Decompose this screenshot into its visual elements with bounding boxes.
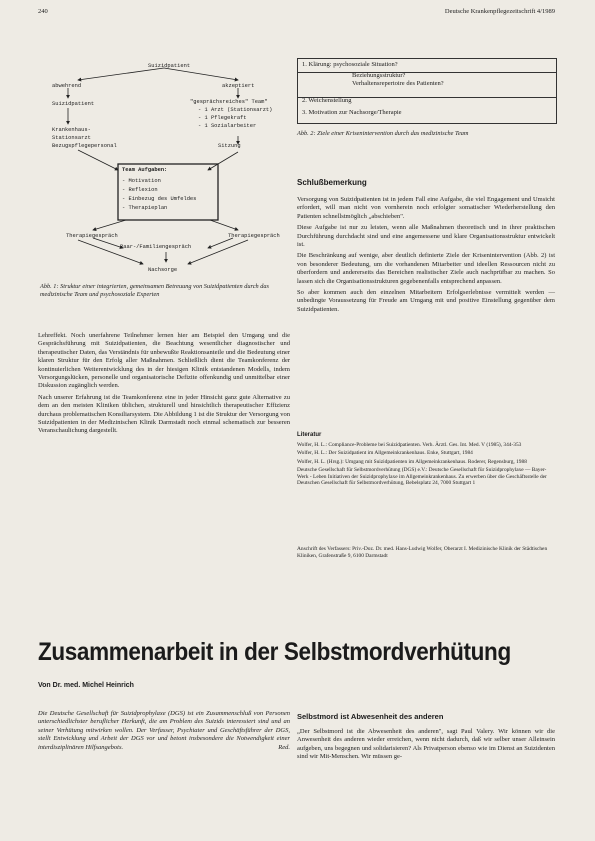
literature-item: Wolfer, H. L.: Der Suizidpatient im Allgemeinkrankenhaus. Enke, Stuttgart, 1984 bbox=[297, 450, 473, 457]
fig1-node-left: abwehrend bbox=[52, 83, 82, 89]
literature-item: Wolfer, H. L. (Hrsg.): Umgang mit Suizidpatienten im Allgemeinkrankenhaus. Roderer, Regensburg, 1988 bbox=[297, 458, 527, 465]
fig1-node-r2: - 1 Arzt (Stationsarzt) bbox=[198, 107, 273, 113]
fig1-node-r4: - 1 Sozialarbeiter bbox=[198, 123, 257, 129]
paragraph: Versorgung von Suizidpatienten ist in jedem Fall eine Aufgabe, die viel Engagement und Umsicht erfordert, will man nicht von vornherein noch erfolgter somatischer Wiederherstellung den Patienten schnellstmöglich „abschieben". bbox=[297, 196, 555, 220]
article-body: „Der Selbstmord ist die Abwesenheit des anderen", sagt Paul Valery. Wir können wir die Anwesenheit des anderen wieder erreichen, wenn nicht dadurch, daß wir selber unser Alleinsein aufgeben, uns begegnen und solidarisieren? Als Privatperson ebenso wie im Dienst an Suizidenten sind wir Mit-Menschen. Wir müssen ge- bbox=[297, 728, 555, 761]
author-address: Anschrift des Verfassers: Priv.-Doz. Dr. med. Hans-Ludwig Wolfer, Oberarzt I. Medizinische Klinik der Städtischen Kliniken, Grafenstraße 9, 6100 Darmstadt bbox=[297, 546, 548, 559]
fig1-node-l3: Stationsarzt bbox=[52, 135, 91, 141]
paragraph: Die Beschränkung auf wenige, aber deutlich definierte Ziele der Krisenintervention (Abb. 2) ist von besonderer Bedeutung, um die vorhandenen Mitarbeiter und ideellen Ressourcen nicht zu überfordern und andererseits das Bereichen realistischer Ziele auch nachprüfbar zu machen. So lassen sich die Organisationsstrukturen gegebenenfalls entsprechend anpassen. bbox=[297, 252, 555, 285]
fig2-item: Verhaltensrepertoire des Patienten? bbox=[352, 80, 444, 87]
literature-item: Wolfer, H. L.: Compliance-Probleme bei Suizidpatienten. Verh. Ärztl. Ges. Int. Med. V (1985), 344-353 bbox=[297, 442, 522, 448]
fig1-box-item: - Reflexion bbox=[122, 187, 158, 193]
fig1-node-l4: Bezugspflegepersonal bbox=[52, 143, 117, 149]
paragraph: Nach unserer Erfahrung ist die Teamkonferenz eine in jeder Hinsicht ganz gute Alternative zu dem an den meisten Kliniken üblichen, strukturell und hinsichtlich therapeutischer Effizienz durchaus problematischen Konsiliarsystem. Die Abbildung 1 ist die Struktur der Versorgung von Suizidpatienten in der Medizinischen Klinik Darmstadt noch einmal schematisch zur besseren Veranschaulichung dargestellt. bbox=[38, 393, 290, 435]
paragraph: So aber kommen auch den einzelnen Mitarbeitern Erfolgserlebnisse vermittelt werden — unbedingte Voraussetzung für Freude am Umgang mit und positive Einstellung gegenüber dem Suizidpatienten. bbox=[297, 289, 555, 313]
fig2-item: 2. Weichenstellung bbox=[302, 97, 352, 104]
fig1-box-item: - Therapieplan bbox=[122, 205, 168, 211]
fig2-item: Beziehungsstruktur? bbox=[352, 72, 406, 79]
fig1-node-top: Suizidpatient bbox=[148, 63, 191, 69]
arrow-top-left bbox=[78, 68, 164, 80]
right-body bbox=[297, 196, 555, 317]
journal-title: Deutsche Krankenpflegezeitschrift 4/1989 bbox=[444, 8, 555, 15]
arrow-top-right bbox=[164, 68, 238, 80]
fig1-box-item: - Motivation bbox=[122, 178, 161, 184]
fig1-node-r3: - 1 Pflegekraft bbox=[198, 115, 247, 121]
paragraph: Diese Aufgabe ist nur zu leisten, wenn alle Maßnahmen theoretisch und in ihrer praktischen Durchführung durchdacht sind und eine angemessene und klare Organisationsstruktur entwickelt ist. bbox=[297, 224, 555, 249]
page-number: 240 bbox=[38, 8, 48, 15]
article-subheading: Selbstmord ist Abwesenheit des anderen bbox=[297, 712, 444, 721]
fig2-item: 3. Motivation zur Nachsorge/Therapie bbox=[302, 109, 402, 116]
fig1-box-item: - Einbezug des Umfeldes bbox=[122, 196, 197, 202]
figure-1-caption: Abb. 1: Struktur einer integrierten, gemeinsamen Betreuung von Suizidpatienten durch das medizinische Team und psychosoziale Experten bbox=[40, 283, 269, 298]
fig1-node-l2: Krankenhaus- bbox=[52, 127, 91, 133]
fig1-node-bottom: Nachsorge bbox=[148, 267, 178, 273]
left-body bbox=[38, 332, 290, 439]
intro-sign: Red. bbox=[278, 743, 290, 751]
figure-2-caption: Abb. 2: Ziele einer Krisenintervention durch das medizinische Team bbox=[297, 130, 469, 137]
section-heading: Schlußbemerkung bbox=[297, 178, 367, 187]
literature-item: Deutsche Gesellschaft für Selbstmordverhütung (DGS) e.V.: Deutsche Gesellschaft für Suizidprophylaxe — Bayer-Werk - Leben Initiativen der Suizidprophylaxe im Allgemeinkrankenhaus. Zu erwerben über die Geschäftsstelle der Deutschen Gesellschaft für Selbstmordverhütung, Bebelsplatz 24, 7000 Stuttgart 1 bbox=[297, 466, 547, 487]
intro-text: Die Deutsche Gesellschaft für Suizidprophylaxe (DGS) ist ein Zusammenschluß von Personen unterschiedlichster beruflicher Herkunft, die am Problem des Suizids interessiert sind und an seiner Verhütung mitwirken wollen. Der Verfasser, Psychiater und Geschäftsführer der DGS, stellt Entwicklung und Arbeit der DGS vor und betont insbesondere die Notwendigkeit einer interdisziplinären Hilfsangebots. bbox=[38, 710, 290, 751]
fig1-node-r5: Sitzung bbox=[218, 143, 241, 149]
article-author: Von Dr. med. Michel Heinrich bbox=[38, 682, 134, 689]
literature-list bbox=[297, 442, 555, 489]
fig1-node-right: akzeptiert bbox=[222, 83, 255, 89]
article-intro bbox=[38, 710, 290, 752]
fig1-node-mid: Paar-/Familiengespräch bbox=[120, 244, 192, 250]
fig1-box-title: Team Aufgaben: bbox=[122, 167, 168, 173]
literature-heading: Literatur bbox=[297, 432, 322, 438]
fig1-node-r1: "gesprächsreiches" Team" bbox=[190, 99, 268, 105]
fig1-node-br: Therapiegespräch bbox=[228, 233, 280, 239]
paragraph: Lehreffekt. Noch unerfahrene Teilnehmer lernen hier am Beispiel den Umgang und die Gesprächsführung mit Suizidpatienten, die Beachtung wesentlicher diagnostischer und therapeutischer Daten, das Verständnis für unbewußte Reaktionsanteile und die Bedeutung einer klaren Struktur für den Erfolg aller Maßnahmen. Schließlich dient die Teamkonferenz der kontinuierlichen Weiterentwicklung des in der hiesigen Klinik entstandenen Modells, indem Versorgungslücken, personelle und organisatorische Defizite offenkundig und unmittelbar einer Diskussion zugänglich werden. bbox=[38, 332, 290, 390]
fig1-node-bl: Therapiegespräch bbox=[66, 233, 118, 239]
fig1-node-l1: Suizidpatient bbox=[52, 101, 95, 107]
fig2-item: 1. Klärung: psychosoziale Situation? bbox=[302, 61, 398, 68]
article-title: Zusammenarbeit in der Selbstmordverhütung bbox=[38, 638, 511, 666]
